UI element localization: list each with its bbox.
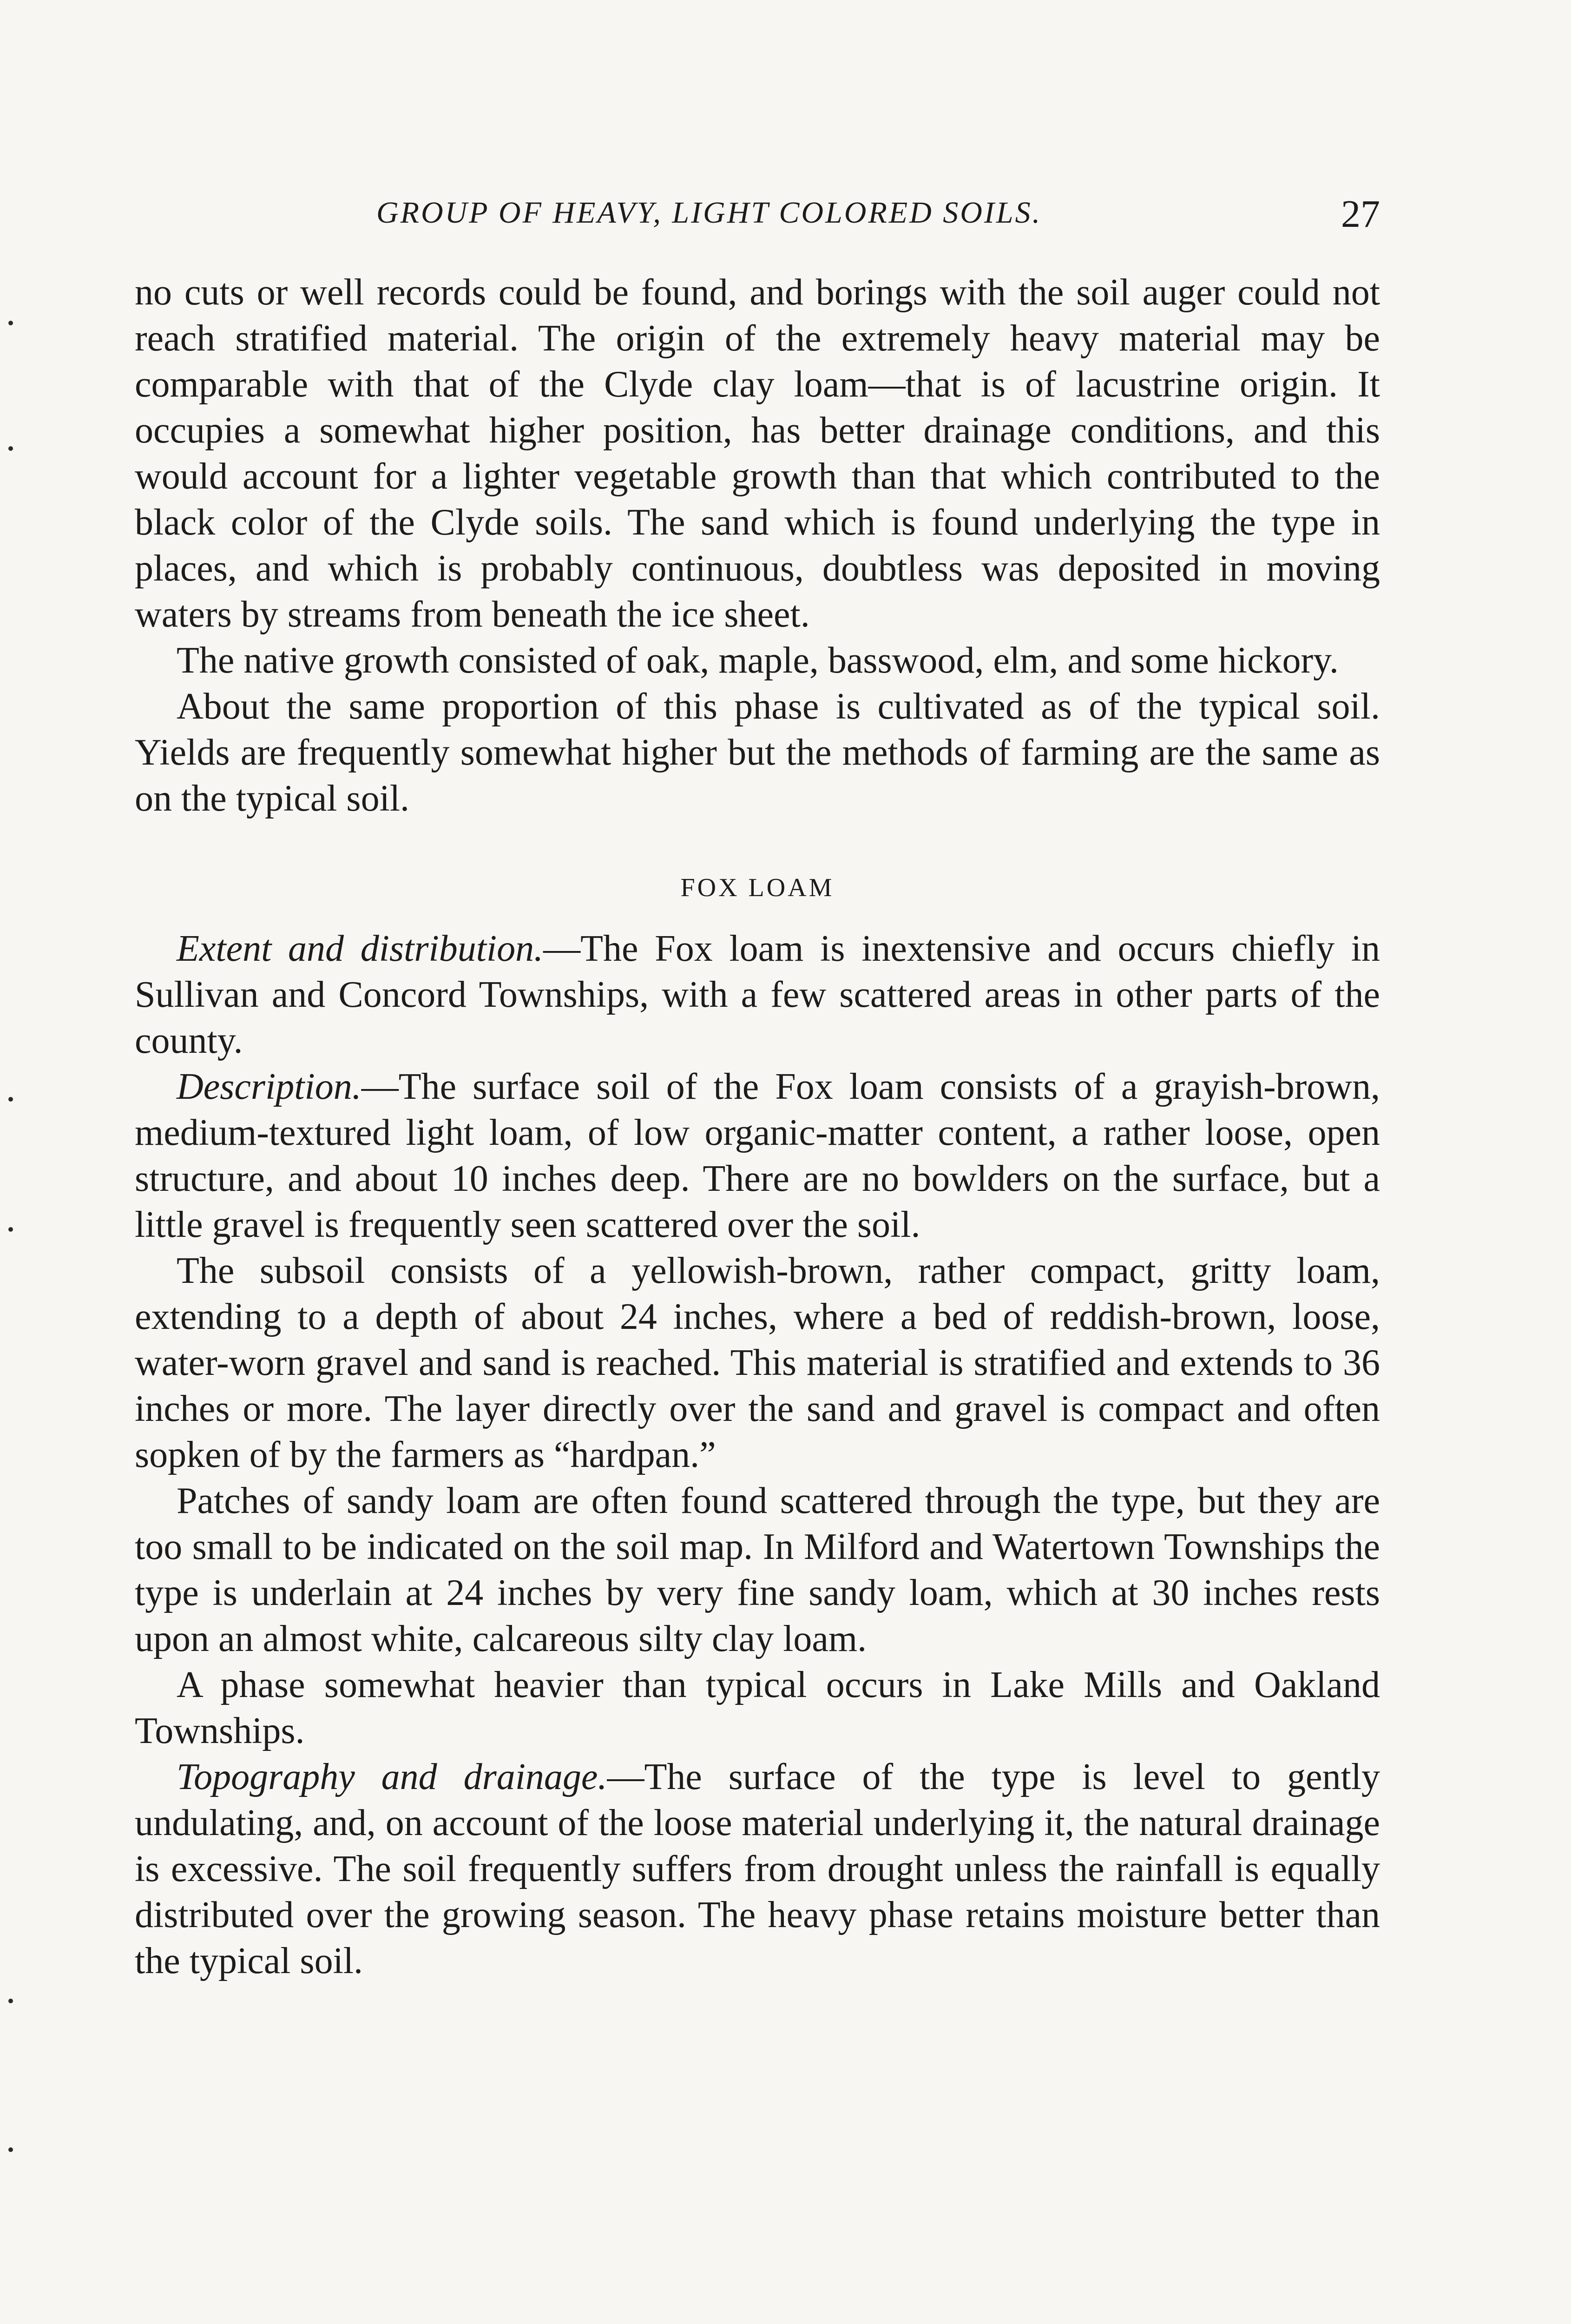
section-paragraph (135, 1662, 1380, 1754)
scan-speck (8, 1097, 13, 1102)
body-paragraph: About the same proportion of this phase is cultivated as of the typical soil. Yields are frequently somewhat higher but the methods of farming are the same as on the typical soil. (135, 686, 1380, 819)
running-title: GROUP OF HEAVY, LIGHT COLORED SOILS. (376, 196, 1042, 230)
running-head (135, 192, 1380, 246)
scan-speck (8, 446, 13, 451)
scan-speck (8, 321, 13, 325)
body-paragraph: no cuts or well records could be found, and borings with the soil auger could not reach stratified material. The origin of the extremely heavy material may be comparable with that of the Clyde clay loam—that is of lacustrine origin. It occupies a somewhat higher position, has better drainage conditions, and this would account for a lighter vegetable growth than that which contributed to the black color of the Clyde soils. The sand which is found underlying the type in places, and which is probably continuous, doubtless was deposited in moving waters by streams from beneath the ice sheet. (135, 272, 1380, 635)
section-paragraph (135, 926, 1380, 1064)
scan-speck (8, 2147, 13, 2152)
paragraph-text: Patches of sandy loam are often found scattered through the type, but they are too small to be indicated on the soil map. In Milford and Watertown Townships the type is underlain at 24 inches by very fine sandy loam, which at 30 inches rests upon an almost white, calcareous silty clay loam. (135, 1480, 1380, 1659)
scan-speck (8, 1999, 13, 2003)
section-paragraph (135, 1064, 1380, 1248)
paragraph-text: —The Fox loam is inextensive and occurs chiefly in Sullivan and Concord Townships, with a few scattered areas in other parts of the county. (135, 928, 1380, 1061)
paragraph-text: —The surface soil of the Fox loam consists of a grayish-brown, medium-textured light loam, of low organic-matter content, a rather loose, open structure, and about 10 inches deep. There are no bowlders on the surface, but a little gravel is frequently seen scattered over the soil. (135, 1066, 1380, 1245)
section-paragraph (135, 1248, 1380, 1478)
section-heading: FOX LOAM (680, 873, 835, 902)
paragraph-lead: Topography and drainage. (177, 1756, 607, 1797)
paragraph-lead: Description. (177, 1066, 362, 1107)
paragraph-text: A phase somewhat heavier than typical occurs in Lake Mills and Oakland Townships. (135, 1664, 1380, 1751)
page-number: 27 (1341, 192, 1380, 236)
paragraph-lead: Extent and distribution. (177, 928, 544, 969)
paragraph-text: The subsoil consists of a yellowish-brown, rather compact, gritty loam, extending to a depth of about 24 inches, where a bed of reddish-brown, loose, water-worn gravel and sand is reached. This material is stratified and extends to 36 inches or more. The layer directly over the sand and gravel is compact and often sopken of by the farmers as “hardpan.” (135, 1250, 1380, 1475)
section-paragraph (135, 1478, 1380, 1662)
document-page (135, 192, 1380, 1984)
body-paragraph: The native growth consisted of oak, maple, basswood, elm, and some hickory. (177, 640, 1339, 681)
scan-speck (8, 1227, 13, 1232)
section-paragraph (135, 1754, 1380, 1984)
paragraph-text: —The surface of the type is level to gently undulating, and, on account of the loose material underlying it, the natural drainage is excessive. The soil frequently suffers from drought unless the rainfall is equally distributed over the growing season. The heavy phase retains moisture better than the typical soil. (135, 1756, 1380, 1981)
